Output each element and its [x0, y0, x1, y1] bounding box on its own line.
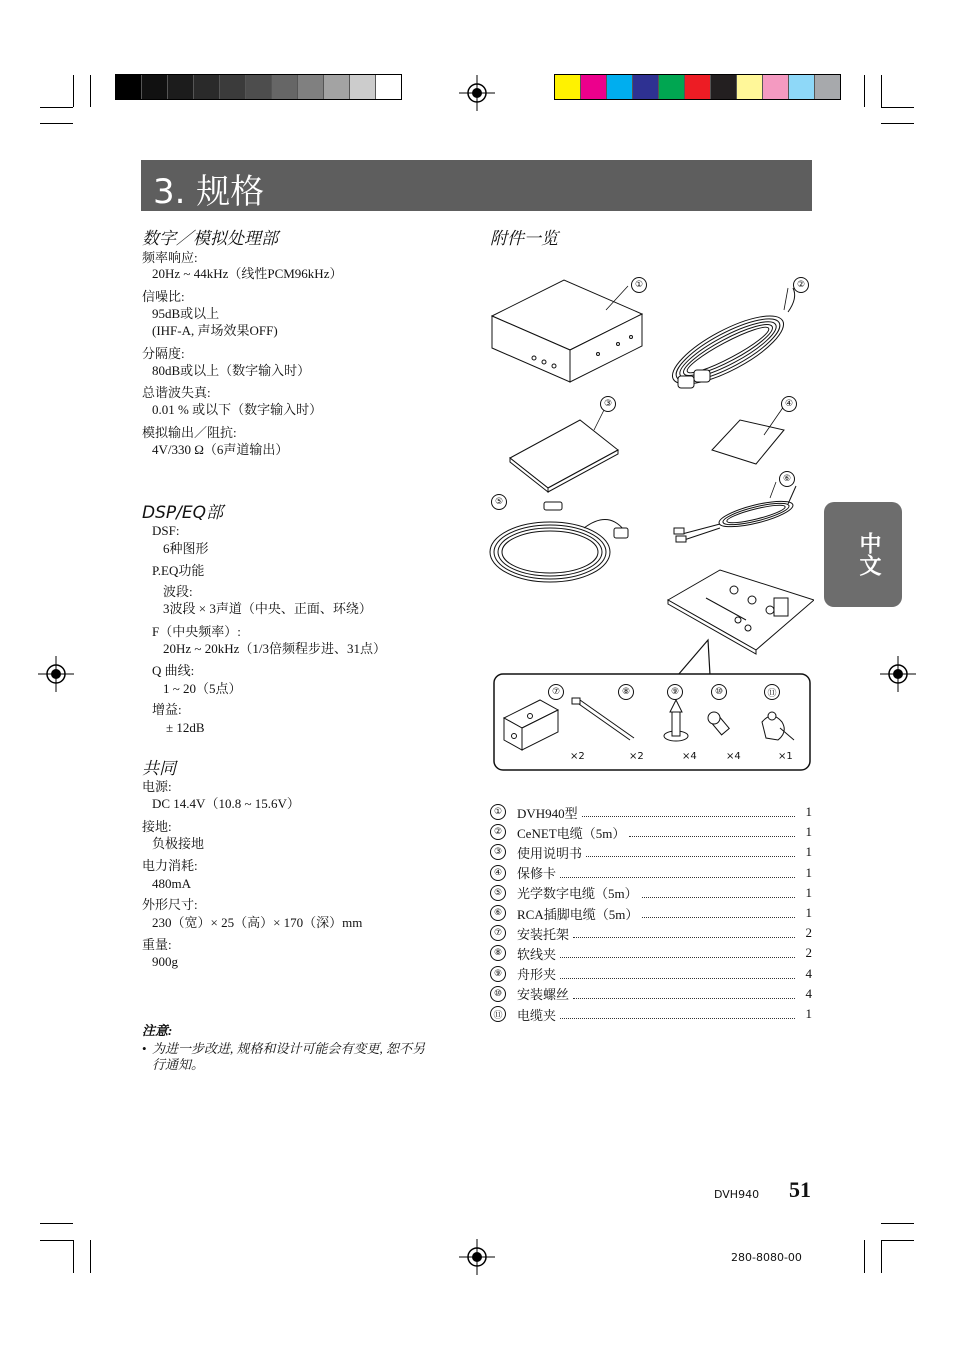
calibration-swatch: [737, 75, 763, 99]
calibration-swatch: [763, 75, 789, 99]
spec-value-center-frequency: 20Hz ~ 20kHz（1/3倍频程步进、31点）: [163, 641, 386, 656]
section-heading-general: 共同: [142, 759, 176, 779]
accessory-name: 安装螺丝: [517, 987, 570, 1003]
spec-label-analog-output: 模拟输出／阻抗:: [142, 425, 237, 440]
callout-5: ⑤: [491, 494, 507, 510]
accessory-name: CeNET电缆（5m）: [517, 825, 626, 841]
calibration-swatch: [194, 75, 220, 99]
calibration-swatch: [350, 75, 376, 99]
spec-label-ground: 接地:: [142, 819, 172, 834]
calibration-swatch: [376, 75, 401, 99]
spec-value-thd: 0.01 % 或以下（数字输入时）: [152, 402, 323, 417]
color-calibration-bar: [554, 74, 841, 100]
accessory-number: ⑨: [490, 966, 506, 982]
accessory-name: RCA插脚电缆（5m）: [517, 906, 639, 922]
dot-leader: [560, 1017, 795, 1019]
spec-label-gain: 增益:: [152, 702, 182, 717]
calibration-swatch: [711, 75, 737, 99]
calibration-swatch: [633, 75, 659, 99]
callout-9: ⑨: [667, 684, 683, 700]
accessory-quantity: 4: [805, 985, 812, 1001]
callout-4: ④: [781, 396, 797, 412]
accessory-quantity: 4: [805, 965, 812, 981]
title-bar: [141, 160, 812, 211]
dot-leader: [582, 815, 795, 817]
callout-7: ⑦: [548, 684, 564, 700]
accessory-number: ②: [490, 824, 506, 840]
callout-1: ①: [631, 277, 647, 293]
accessory-list-item: [490, 924, 812, 942]
calibration-swatch: [789, 75, 815, 99]
callout-2: ②: [793, 277, 809, 293]
accessory-quantity: 1: [805, 804, 812, 819]
accessory-list-item: [490, 944, 812, 962]
calibration-swatch: [272, 75, 298, 99]
callout-8: ⑧: [618, 684, 634, 700]
accessory-quantity: 1: [805, 1006, 812, 1021]
calibration-swatch: [116, 75, 142, 99]
accessory-number: ⑩: [490, 986, 506, 1002]
gray-calibration-bar: [115, 74, 402, 100]
spec-value-dsf: 6种图形: [163, 541, 209, 556]
qty-label-screw: ×4: [726, 751, 741, 762]
dot-leader: [586, 855, 795, 857]
qty-label-boat-clip: ×4: [682, 751, 697, 762]
part-code: 280-8080-00: [731, 1251, 802, 1264]
dot-leader: [560, 956, 795, 958]
accessory-name: 电缆夹: [517, 1007, 557, 1023]
accessory-list-item: [490, 884, 812, 902]
calibration-swatch: [142, 75, 168, 99]
rca-cable-drawing: [674, 486, 796, 542]
note-bullet: •: [142, 1041, 147, 1056]
spec-value-dimensions: 230（宽）× 25（高）× 170（深）mm: [152, 915, 363, 930]
spec-value-q-curve: 1 ~ 20（5点）: [163, 681, 242, 696]
accessory-list-item: [490, 823, 812, 841]
section-heading-accessories: 附件一览: [490, 229, 558, 249]
spec-value-ground: 负极接地: [152, 836, 205, 851]
spec-value-band: 3波段 × 3声道（中央、正面、环绕）: [163, 601, 372, 616]
page-title: 3. 规格: [153, 172, 265, 212]
spec-label-q-curve: Q 曲线:: [152, 663, 195, 678]
cenet-cable-drawing: [664, 288, 795, 397]
calibration-swatch: [555, 75, 581, 99]
accessory-number: ⑤: [490, 885, 506, 901]
side-tab-label: 中文: [856, 532, 881, 576]
spec-label-peq: P.EQ功能: [152, 563, 205, 578]
accessory-name: DVH940型: [517, 805, 578, 821]
accessory-number: ③: [490, 844, 506, 860]
spec-label-center-frequency: F（中央频率）:: [152, 624, 241, 639]
note-text-line-1: 为进一步改进, 规格和设计可能会有变更, 恕不另: [152, 1041, 426, 1056]
spec-value-gain: ± 12dB: [166, 720, 205, 735]
accessory-name: 安装托架: [517, 926, 570, 942]
accessory-name: 软线夹: [517, 946, 557, 962]
dot-leader: [560, 876, 795, 878]
optical-cable-drawing: [490, 502, 628, 582]
accessories-illustration: [488, 270, 814, 780]
accessory-list-item: [490, 803, 812, 821]
dot-leader: [573, 997, 795, 999]
spec-label-frequency-response: 频率响应:: [142, 250, 198, 265]
spec-value-snr: 95dB或以上: [152, 306, 220, 321]
calibration-swatch: [685, 75, 711, 99]
accessory-list-item: [490, 1005, 812, 1023]
dot-leader: [642, 896, 795, 898]
accessory-number: ⑧: [490, 945, 506, 961]
note-text-line-2: 行通知。: [152, 1057, 205, 1072]
accessory-name: 光学数字电缆（5m）: [517, 886, 638, 902]
calibration-swatch: [815, 75, 840, 99]
spec-label-snr: 信噪比:: [142, 289, 185, 304]
spec-value-weight: 900g: [152, 954, 178, 969]
calibration-swatch: [324, 75, 350, 99]
callout-10: ⑩: [711, 684, 727, 700]
dot-leader: [560, 977, 795, 979]
accessory-list-item: [490, 843, 812, 861]
accessory-number: ①: [490, 804, 506, 820]
manual-booklet-drawing: [510, 420, 618, 492]
accessory-quantity: 1: [805, 905, 812, 920]
calibration-swatch: [581, 75, 607, 99]
accessory-name: 使用说明书: [517, 845, 583, 861]
registration-mark-right: [880, 656, 916, 692]
spec-label-separation: 分隔度:: [142, 346, 185, 361]
accessory-name: 保修卡: [517, 866, 557, 882]
qty-label-bracket: ×2: [570, 751, 585, 762]
accessory-quantity: 1: [805, 884, 812, 900]
accessory-number: ⑪: [490, 1006, 506, 1022]
registration-mark-left: [38, 656, 74, 692]
accessory-quantity: 1: [805, 844, 812, 860]
registration-mark-bottom: [459, 1239, 495, 1275]
calibration-swatch: [298, 75, 324, 99]
callout-6: ⑥: [779, 471, 795, 487]
spec-label-power-consumption: 电力消耗:: [142, 858, 198, 873]
spec-value-analog-output: 4V/330 Ω（6声道输出）: [152, 442, 289, 457]
spec-label-thd: 总谐波失真:: [142, 385, 211, 400]
footer-model: DVH940: [714, 1188, 760, 1201]
language-side-tab: [824, 502, 902, 607]
spec-label-power-supply: 电源:: [142, 779, 172, 794]
warranty-card-drawing: [712, 420, 784, 464]
spec-value-separation: 80dB或以上（数字输入时）: [152, 363, 311, 378]
accessory-list-item: [490, 965, 812, 983]
accessory-number: ⑥: [490, 905, 506, 921]
accessory-list-item: [490, 985, 812, 1003]
calibration-swatch: [168, 75, 194, 99]
accessory-list-item: [490, 864, 812, 882]
spec-label-dsf: DSF:: [152, 523, 180, 538]
accessory-number: ⑦: [490, 925, 506, 941]
spec-label-dimensions: 外形尺寸:: [142, 897, 198, 912]
dot-leader: [642, 916, 795, 918]
calibration-swatch: [246, 75, 272, 99]
spec-value-frequency-response: 20Hz ~ 44kHz（线性PCM96kHz）: [152, 266, 343, 281]
registration-mark-top: [459, 75, 495, 111]
qty-label-cord-clamp: ×2: [629, 751, 644, 762]
spec-label-weight: 重量:: [142, 937, 172, 952]
dot-leader: [573, 936, 795, 938]
section-heading-digital-analog: 数字／模拟处理部: [142, 229, 278, 249]
spec-label-band: 波段:: [163, 584, 193, 599]
accessory-quantity: 2: [805, 945, 812, 961]
note-title: 注意:: [142, 1023, 173, 1038]
section-heading-dsp-eq: DSP/EQ部: [142, 503, 223, 523]
accessory-name: 舟形夹: [517, 967, 557, 983]
accessory-quantity: 1: [805, 864, 812, 880]
spec-value-snr-condition: (IHF-A, 声场效果OFF): [152, 323, 278, 338]
parts-bag-drawing: [668, 570, 814, 654]
parts-pointer: [678, 640, 710, 675]
page-number: 51: [789, 1177, 811, 1202]
spec-value-power-consumption: 480mA: [152, 876, 191, 891]
callout-3: ③: [600, 396, 616, 412]
callout-11: ⑪: [764, 684, 780, 700]
dot-leader: [629, 835, 795, 837]
calibration-swatch: [220, 75, 246, 99]
spec-value-power-supply: DC 14.4V（10.8 ~ 15.6V）: [152, 796, 300, 811]
calibration-swatch: [659, 75, 685, 99]
accessory-list-item: [490, 904, 812, 922]
calibration-swatch: [607, 75, 633, 99]
qty-label-cable-clamp: ×1: [778, 751, 793, 762]
accessory-quantity: 2: [805, 925, 812, 941]
accessory-number: ④: [490, 865, 506, 881]
accessory-quantity: 1: [805, 824, 812, 840]
